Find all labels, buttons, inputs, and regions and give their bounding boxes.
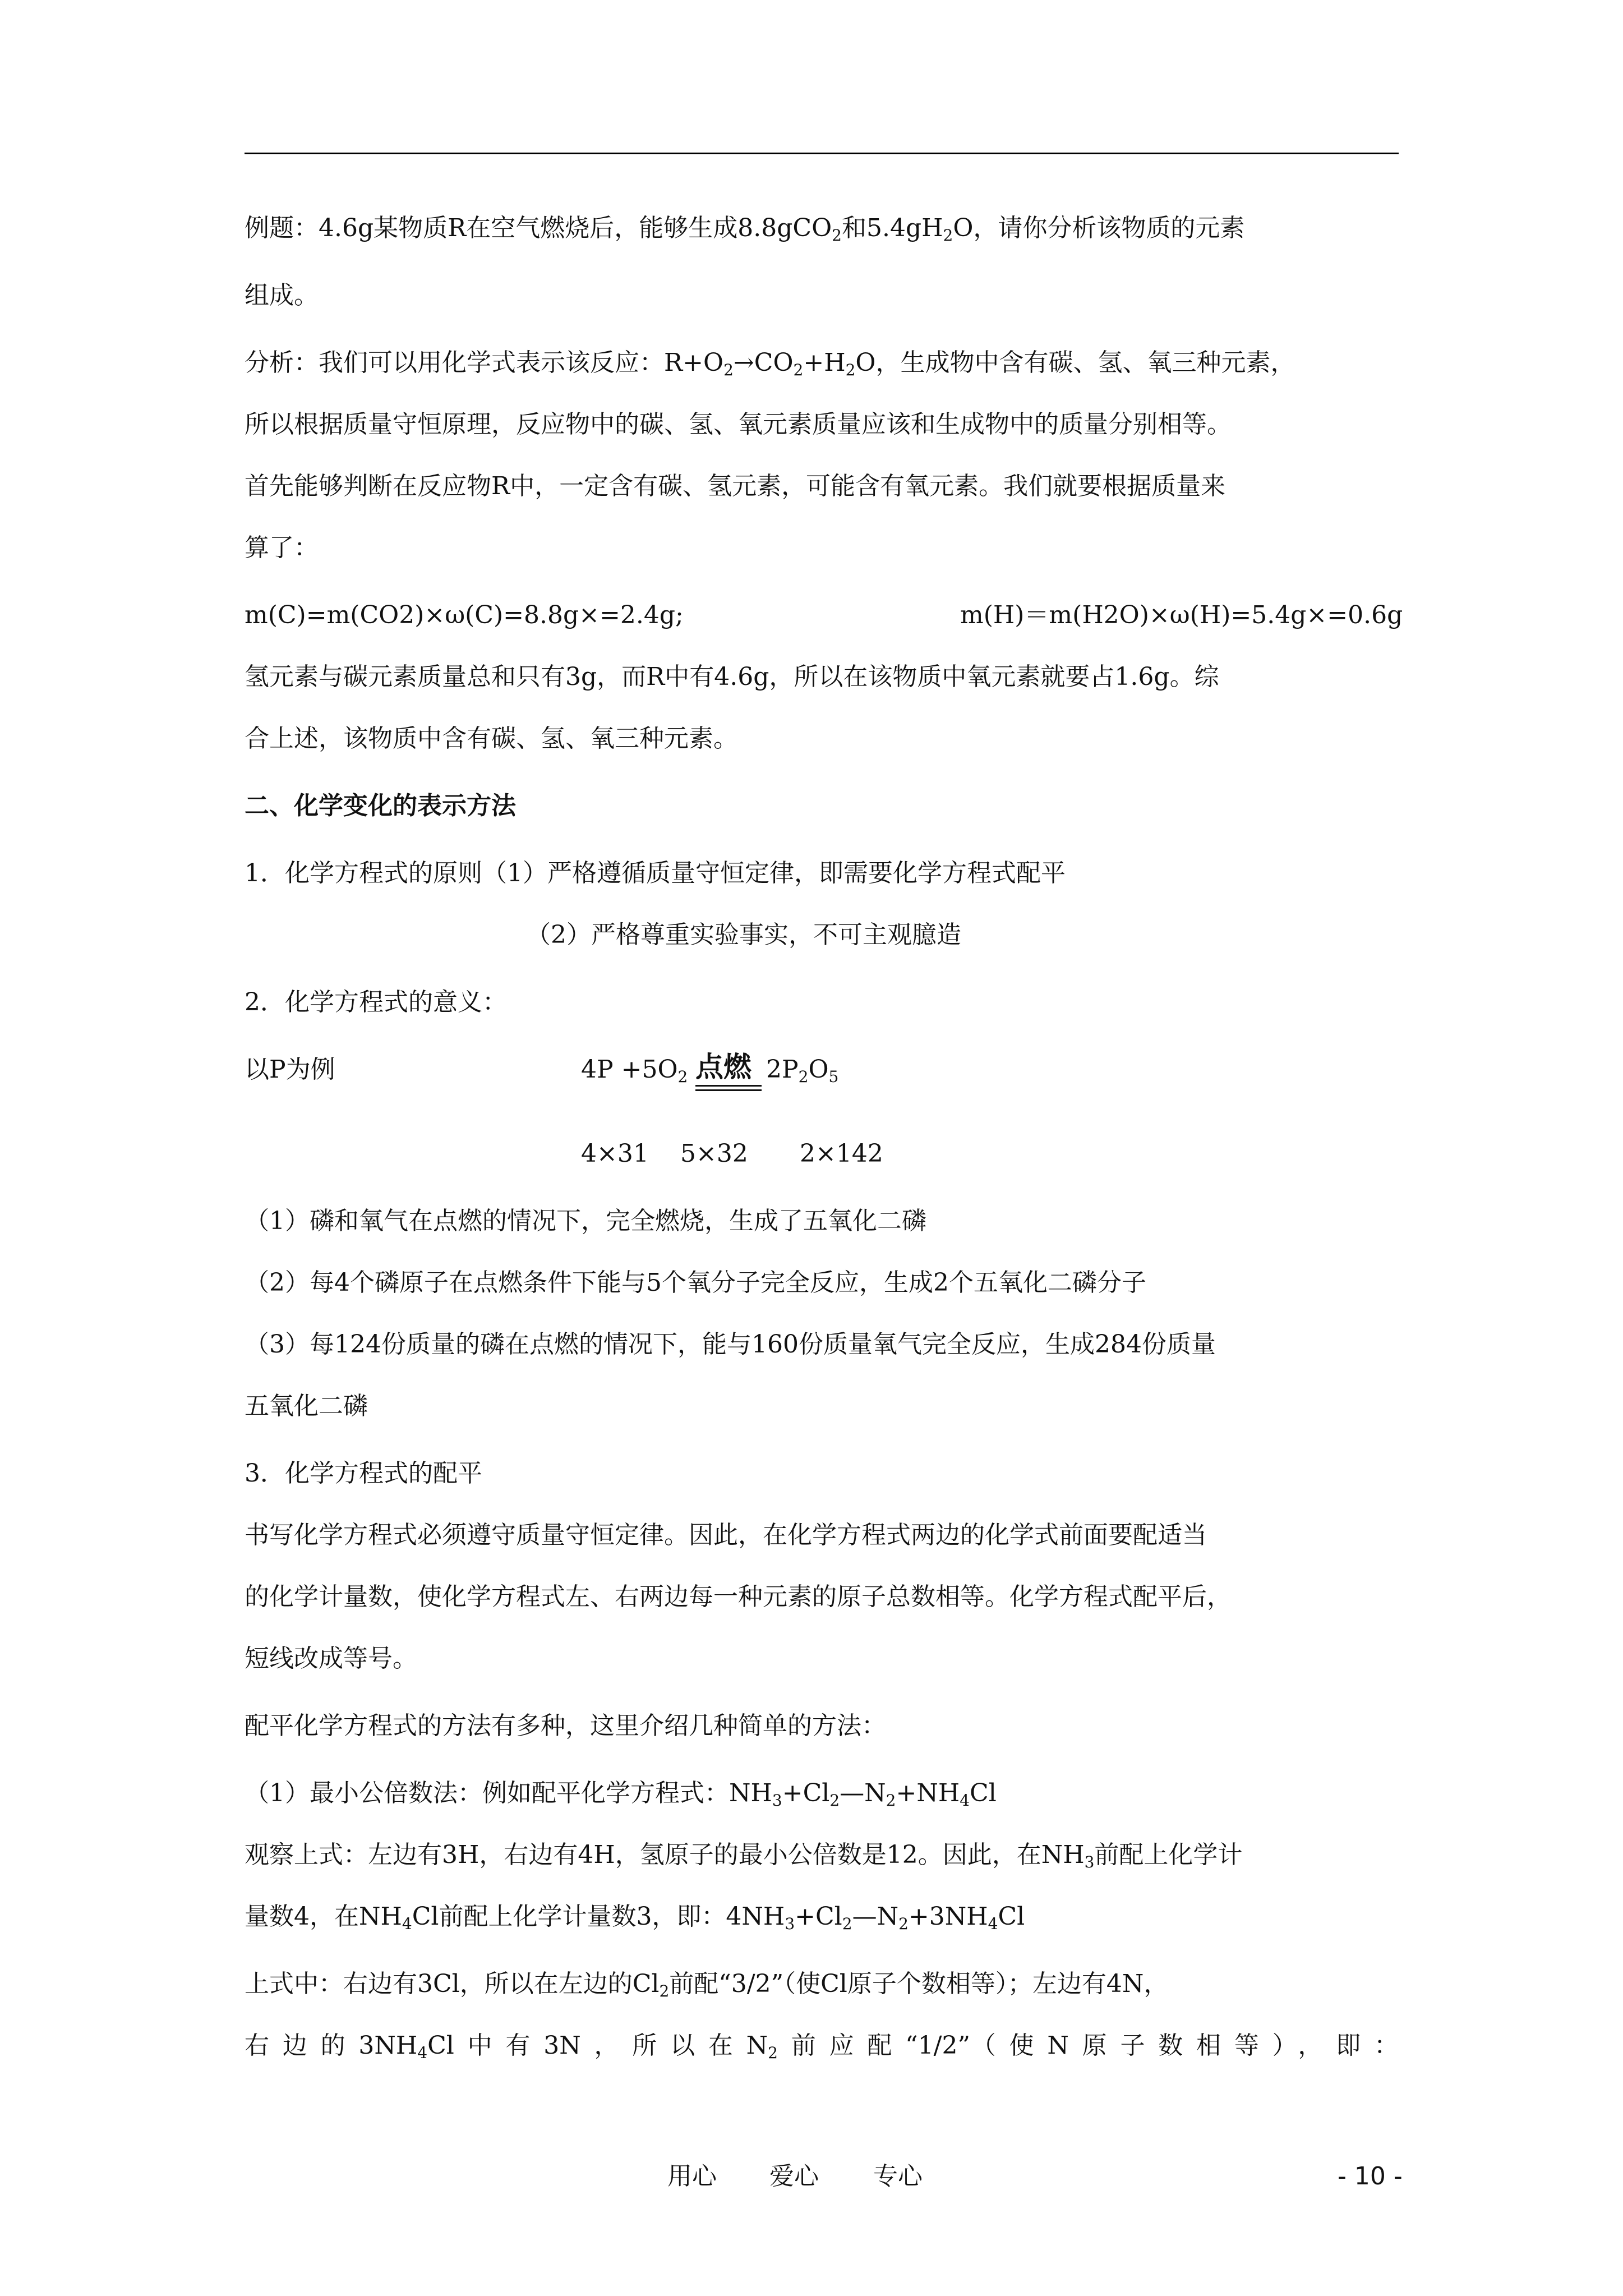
balance-para-1: 书写化学方程式必须遵守质量守恒定律。因此，在化学方程式两边的化学式前面要配适当 bbox=[245, 1521, 1207, 1549]
meaning-3-line-2: 五氧化二磷 bbox=[245, 1392, 368, 1420]
reaction-condition: 点燃 bbox=[695, 1050, 762, 1084]
explain-line-1: 上式中：右边有3Cl，所以在左边的$Cl_2$前配“3/2”（使Cl原子个数相等）；左边有4N， bbox=[245, 1970, 1169, 2000]
example-line-2: 组成。 bbox=[245, 281, 319, 310]
balance-para-3: 短线改成等号。 bbox=[245, 1644, 417, 1673]
footer-aixin: 爱心 bbox=[769, 2162, 819, 2191]
mass-o2: 5×32 bbox=[680, 1139, 748, 1168]
mass-p2o5: 2×142 bbox=[800, 1139, 883, 1168]
footer-yongxin: 用心 bbox=[667, 2162, 717, 2191]
example-p-label: 以P为例 bbox=[245, 1055, 335, 1084]
balance-para-2: 的化学计量数，使化学方程式左、右两边每一种元素的原子总数相等。化学方程式配平后， bbox=[245, 1582, 1232, 1611]
mass-p: 4×31 bbox=[581, 1139, 649, 1168]
meaning-3-line-1: （3）每124份质量的磷在点燃的情况下，能与160份质量氧气完全反应，生成284份质量 bbox=[245, 1330, 1216, 1359]
meaning-2: （2）每4个磷原子在点燃条件下能与5个氧分子完全反应，生成2个五氧化二磷分子 bbox=[245, 1268, 1146, 1297]
balance-heading: 3．化学方程式的配平 bbox=[245, 1459, 482, 1488]
section-heading: 二、化学变化的表示方法 bbox=[245, 792, 516, 820]
observe-line-2: 量数4，在$NH_4Cl$前配上化学计量数3，即：$4NH_3+Cl_2—N_2+3NH_4Cl$ bbox=[245, 1902, 1025, 1933]
analysis-line-3: 首先能够判断在反应物R中，一定含有碳、氢元素，可能含有氧元素。我们就要根据质量来 bbox=[245, 472, 1226, 500]
observe-line-1: 观察上式：左边有3H，右边有4H，氢原子的最小公倍数是12。因此，在$NH_3$前配上化学计 bbox=[245, 1841, 1243, 1871]
example-line-1: 例题：4.6g某物质R在空气燃烧后，能够生成8.8gCO$_2$和$5.4gH_2O$，请你分析该物质的元素 bbox=[245, 214, 1245, 245]
analysis-line-2: 所以根据质量守恒原理，反应物中的碳、氢、氧元素质量应该和生成物中的质量分别相等。 bbox=[245, 410, 1232, 439]
header-rule bbox=[245, 153, 1399, 154]
analysis-line-4: 算了： bbox=[245, 533, 319, 562]
conclusion-line-1: 氢元素与碳元素质量总和只有3g，而R中有4.6g，所以在该物质中氧元素就要占1.6g。综 bbox=[245, 662, 1219, 691]
lcm-method: （1）最小公倍数法：例如配平化学方程式：$NH_3+Cl_2—N_2+NH_4Cl$ bbox=[245, 1779, 997, 1810]
meaning-1: （1）磷和氧气在点燃的情况下，完全燃烧，生成了五氧化二磷 bbox=[245, 1207, 926, 1235]
calc-hydrogen: m(H)＝m(H2O)×ω(H)=5.4g×=0.6g bbox=[960, 601, 1403, 629]
calc-carbon: m(C)=m(CO2)×ω(C)=8.8g×=2.4g; bbox=[245, 601, 684, 629]
principle-line-2: （2）严格尊重实验事实，不可主观臆造 bbox=[526, 921, 961, 949]
principle-line-1: 1．化学方程式的原则（1）严格遵循质量守恒定律，即需要化学方程式配平 bbox=[245, 859, 1066, 887]
explain-line-2: 右边的$3NH_4Cl$中有3N，所以在$N_2$前应配“1/2”（使N原子数相等），即： bbox=[245, 2031, 1399, 2062]
analysis-line-1: 分析：我们可以用化学式表示该反应：$R+O_2\to CO_2+H_2O$，生成物中含有碳、氢、氧三种元素， bbox=[245, 348, 1295, 379]
methods-intro: 配平化学方程式的方法有多种，这里介绍几种简单的方法： bbox=[245, 1711, 886, 1740]
footer-zhuanxin: 专心 bbox=[873, 2162, 923, 2191]
equation-product: $2P_2O_5$ bbox=[766, 1055, 839, 1086]
page-number: - 10 - bbox=[1338, 2162, 1403, 2191]
equation-reactants: $4P +5O_2$ bbox=[581, 1055, 688, 1086]
meaning-heading: 2．化学方程式的意义： bbox=[245, 988, 507, 1016]
conclusion-line-2: 合上述，该物质中含有碳、氢、氧三种元素。 bbox=[245, 724, 738, 753]
